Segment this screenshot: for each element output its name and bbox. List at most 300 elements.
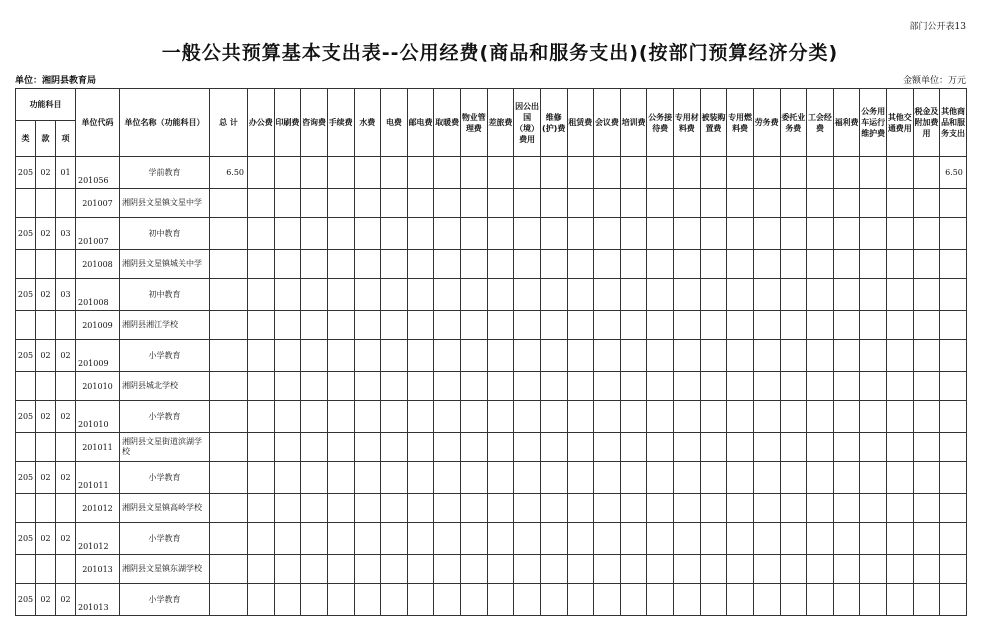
cell-category-value	[301, 311, 328, 340]
header-category-12: 租赁费	[567, 89, 594, 157]
cell-category-value	[407, 523, 434, 555]
cell-category-value	[327, 250, 354, 279]
cell-category-value	[381, 555, 408, 584]
cell-category-value	[248, 250, 275, 279]
cell-xiang: 02	[56, 462, 76, 494]
cell-category-value	[700, 555, 727, 584]
cell-category-value	[594, 311, 621, 340]
cell-unit-name: 初中教育	[120, 218, 210, 250]
cell-category-value	[540, 584, 567, 616]
cell-category-value	[620, 462, 647, 494]
cell-category-value	[727, 462, 754, 494]
cell-category-value	[647, 523, 674, 555]
cell-category-value	[461, 157, 488, 189]
table-row	[16, 157, 967, 189]
cell-category-value	[807, 340, 834, 372]
cell-category-value	[514, 372, 541, 401]
cell-lei	[16, 189, 36, 218]
table-row	[16, 340, 967, 372]
cell-total	[210, 189, 248, 218]
cell-category-value	[700, 340, 727, 372]
cell-category-value	[381, 218, 408, 250]
cell-category-value	[274, 433, 301, 462]
cell-category-value	[860, 584, 887, 616]
cell-category-value	[487, 433, 514, 462]
cell-category-value	[647, 157, 674, 189]
header-category-3: 手续费	[327, 89, 354, 157]
cell-unit-code: 201013	[76, 584, 120, 616]
cell-category-value	[780, 340, 807, 372]
cell-category-value	[248, 494, 275, 523]
header-category-17: 被装购置费	[700, 89, 727, 157]
cell-category-value	[354, 401, 381, 433]
cell-xiang	[56, 494, 76, 523]
cell-category-value	[727, 494, 754, 523]
cell-other-goods-services	[940, 372, 967, 401]
cell-category-value	[753, 401, 780, 433]
cell-unit-code: 201012	[76, 523, 120, 555]
cell-category-value	[913, 340, 940, 372]
cell-category-value	[913, 372, 940, 401]
cell-category-value	[434, 555, 461, 584]
cell-category-value	[514, 555, 541, 584]
cell-unit-name: 湘阴县文星街道滨湖学校	[120, 433, 210, 462]
header-category-24: 其他交通费用	[887, 89, 914, 157]
cell-category-value	[461, 433, 488, 462]
cell-category-value	[487, 555, 514, 584]
cell-category-value	[274, 401, 301, 433]
cell-category-value	[727, 157, 754, 189]
cell-lei: 205	[16, 523, 36, 555]
cell-category-value	[327, 433, 354, 462]
cell-unit-code: 201011	[76, 433, 120, 462]
cell-category-value	[647, 462, 674, 494]
cell-category-value	[647, 372, 674, 401]
cell-other-goods-services: 6.50	[940, 157, 967, 189]
cell-xiang	[56, 311, 76, 340]
cell-category-value	[381, 433, 408, 462]
cell-category-value	[274, 189, 301, 218]
cell-category-value	[434, 401, 461, 433]
header-category-8: 物业管理费	[461, 89, 488, 157]
cell-category-value	[727, 279, 754, 311]
cell-category-value	[913, 584, 940, 616]
cell-category-value	[514, 279, 541, 311]
cell-other-goods-services	[940, 555, 967, 584]
cell-category-value	[833, 555, 860, 584]
cell-category-value	[461, 340, 488, 372]
cell-category-value	[647, 250, 674, 279]
cell-category-value	[434, 250, 461, 279]
cell-total	[210, 584, 248, 616]
cell-category-value	[594, 218, 621, 250]
cell-category-value	[700, 157, 727, 189]
header-category-1: 印刷费	[274, 89, 301, 157]
cell-kuan: 02	[36, 157, 56, 189]
cell-other-goods-services	[940, 218, 967, 250]
cell-category-value	[700, 311, 727, 340]
cell-category-value	[381, 250, 408, 279]
cell-category-value	[807, 494, 834, 523]
header-kuan: 款	[36, 121, 56, 157]
cell-category-value	[647, 401, 674, 433]
cell-category-value	[780, 462, 807, 494]
header-category-6: 邮电费	[407, 89, 434, 157]
table-row	[16, 372, 967, 401]
cell-category-value	[807, 218, 834, 250]
cell-category-value	[887, 250, 914, 279]
cell-category-value	[540, 250, 567, 279]
cell-category-value	[487, 279, 514, 311]
cell-category-value	[833, 523, 860, 555]
cell-unit-name: 小学教育	[120, 340, 210, 372]
cell-lei: 205	[16, 218, 36, 250]
cell-category-value	[567, 250, 594, 279]
cell-category-value	[248, 433, 275, 462]
header-category-18: 专用燃料费	[727, 89, 754, 157]
cell-xiang	[56, 372, 76, 401]
cell-category-value	[248, 584, 275, 616]
cell-category-value	[381, 523, 408, 555]
cell-category-value	[354, 555, 381, 584]
cell-category-value	[913, 433, 940, 462]
cell-category-value	[780, 279, 807, 311]
cell-category-value	[620, 218, 647, 250]
cell-category-value	[700, 250, 727, 279]
cell-category-value	[461, 555, 488, 584]
cell-category-value	[274, 250, 301, 279]
table-row	[16, 311, 967, 340]
cell-kuan: 02	[36, 340, 56, 372]
cell-category-value	[381, 340, 408, 372]
cell-category-value	[780, 189, 807, 218]
report-table-number: 部门公开表13	[909, 22, 966, 32]
cell-category-value	[913, 157, 940, 189]
cell-category-value	[753, 372, 780, 401]
cell-category-value	[780, 218, 807, 250]
cell-category-value	[274, 279, 301, 311]
cell-category-value	[833, 250, 860, 279]
cell-category-value	[620, 250, 647, 279]
cell-category-value	[487, 250, 514, 279]
header-category-22: 福利费	[833, 89, 860, 157]
cell-category-value	[407, 555, 434, 584]
cell-unit-name: 小学教育	[120, 584, 210, 616]
table-row	[16, 555, 967, 584]
cell-total	[210, 311, 248, 340]
cell-category-value	[354, 372, 381, 401]
cell-category-value	[833, 189, 860, 218]
cell-category-value	[620, 494, 647, 523]
cell-kuan	[36, 494, 56, 523]
cell-category-value	[487, 157, 514, 189]
cell-category-value	[487, 189, 514, 218]
cell-other-goods-services	[940, 523, 967, 555]
cell-category-value	[407, 218, 434, 250]
cell-category-value	[594, 340, 621, 372]
cell-other-goods-services	[940, 401, 967, 433]
cell-category-value	[833, 340, 860, 372]
cell-category-value	[753, 340, 780, 372]
cell-category-value	[887, 189, 914, 218]
cell-category-value	[540, 279, 567, 311]
cell-category-value	[274, 555, 301, 584]
cell-unit-name: 学前教育	[120, 157, 210, 189]
cell-lei	[16, 311, 36, 340]
cell-category-value	[327, 279, 354, 311]
cell-category-value	[887, 340, 914, 372]
cell-category-value	[753, 462, 780, 494]
cell-category-value	[620, 340, 647, 372]
cell-category-value	[514, 340, 541, 372]
cell-category-value	[274, 218, 301, 250]
cell-category-value	[594, 523, 621, 555]
cell-category-value	[647, 555, 674, 584]
cell-category-value	[327, 401, 354, 433]
cell-category-value	[860, 157, 887, 189]
cell-category-value	[461, 523, 488, 555]
cell-category-value	[487, 494, 514, 523]
header-lei: 类	[16, 121, 36, 157]
cell-category-value	[248, 340, 275, 372]
cell-category-value	[780, 555, 807, 584]
cell-category-value	[674, 340, 701, 372]
cell-category-value	[381, 462, 408, 494]
cell-category-value	[381, 279, 408, 311]
cell-category-value	[461, 250, 488, 279]
cell-category-value	[727, 340, 754, 372]
cell-category-value	[354, 584, 381, 616]
cell-category-value	[301, 523, 328, 555]
header-xiang: 项	[56, 121, 76, 157]
cell-category-value	[620, 157, 647, 189]
cell-category-value	[753, 279, 780, 311]
cell-category-value	[700, 494, 727, 523]
cell-unit-name: 湘阴县城北学校	[120, 372, 210, 401]
cell-category-value	[620, 311, 647, 340]
cell-total	[210, 279, 248, 311]
cell-category-value	[860, 555, 887, 584]
cell-total	[210, 340, 248, 372]
cell-lei: 205	[16, 584, 36, 616]
cell-category-value	[700, 401, 727, 433]
cell-category-value	[301, 250, 328, 279]
cell-category-value	[407, 462, 434, 494]
cell-category-value	[540, 523, 567, 555]
cell-category-value	[381, 494, 408, 523]
cell-category-value	[567, 157, 594, 189]
cell-category-value	[807, 189, 834, 218]
cell-category-value	[514, 157, 541, 189]
cell-category-value	[567, 555, 594, 584]
cell-kuan	[36, 311, 56, 340]
header-category-14: 培训费	[620, 89, 647, 157]
cell-category-value	[594, 279, 621, 311]
cell-category-value	[354, 218, 381, 250]
cell-category-value	[274, 494, 301, 523]
cell-category-value	[700, 189, 727, 218]
cell-other-goods-services	[940, 494, 967, 523]
cell-category-value	[620, 523, 647, 555]
cell-category-value	[753, 494, 780, 523]
cell-category-value	[567, 189, 594, 218]
cell-category-value	[700, 279, 727, 311]
cell-category-value	[620, 372, 647, 401]
table-row	[16, 433, 967, 462]
header-category-4: 水费	[354, 89, 381, 157]
cell-category-value	[274, 372, 301, 401]
cell-category-value	[674, 311, 701, 340]
cell-category-value	[487, 372, 514, 401]
cell-unit-code: 201056	[76, 157, 120, 189]
cell-category-value	[540, 372, 567, 401]
header-func-subject: 功能科目	[16, 89, 76, 121]
cell-category-value	[248, 279, 275, 311]
cell-unit-code: 201011	[76, 462, 120, 494]
cell-category-value	[514, 250, 541, 279]
table-row	[16, 401, 967, 433]
header-category-10: 因公出国（境）费用	[514, 89, 541, 157]
cell-category-value	[674, 584, 701, 616]
cell-category-value	[327, 555, 354, 584]
cell-category-value	[540, 433, 567, 462]
cell-category-value	[248, 372, 275, 401]
cell-category-value	[301, 372, 328, 401]
header-unit-name: 单位名称（功能科目）	[120, 89, 210, 157]
cell-category-value	[860, 218, 887, 250]
cell-category-value	[354, 279, 381, 311]
cell-unit-code: 201009	[76, 311, 120, 340]
cell-category-value	[461, 584, 488, 616]
cell-category-value	[833, 584, 860, 616]
cell-kuan: 02	[36, 523, 56, 555]
cell-category-value	[887, 372, 914, 401]
table-row	[16, 462, 967, 494]
cell-unit-name: 初中教育	[120, 279, 210, 311]
cell-category-value	[833, 494, 860, 523]
cell-category-value	[727, 189, 754, 218]
cell-xiang: 02	[56, 340, 76, 372]
cell-category-value	[461, 311, 488, 340]
cell-unit-code: 201009	[76, 340, 120, 372]
cell-xiang: 03	[56, 218, 76, 250]
cell-category-value	[727, 584, 754, 616]
cell-category-value	[461, 372, 488, 401]
table-row	[16, 494, 967, 523]
cell-category-value	[540, 494, 567, 523]
header-category-26: 其他商品和服务支出	[940, 89, 967, 157]
cell-category-value	[780, 401, 807, 433]
cell-category-value	[727, 218, 754, 250]
cell-category-value	[327, 311, 354, 340]
cell-category-value	[860, 189, 887, 218]
cell-total	[210, 462, 248, 494]
cell-category-value	[807, 401, 834, 433]
cell-category-value	[567, 523, 594, 555]
cell-category-value	[727, 250, 754, 279]
cell-category-value	[674, 433, 701, 462]
cell-category-value	[301, 157, 328, 189]
cell-category-value	[567, 218, 594, 250]
table-row	[16, 218, 967, 250]
cell-category-value	[913, 494, 940, 523]
cell-total	[210, 401, 248, 433]
cell-category-value	[567, 279, 594, 311]
cell-category-value	[540, 189, 567, 218]
cell-category-value	[753, 523, 780, 555]
cell-category-value	[807, 157, 834, 189]
cell-category-value	[327, 218, 354, 250]
cell-category-value	[913, 555, 940, 584]
cell-unit-code: 201008	[76, 279, 120, 311]
cell-category-value	[248, 401, 275, 433]
cell-category-value	[540, 218, 567, 250]
cell-category-value	[807, 462, 834, 494]
cell-category-value	[674, 279, 701, 311]
cell-category-value	[487, 462, 514, 494]
cell-kuan	[36, 555, 56, 584]
header-category-7: 取暖费	[434, 89, 461, 157]
cell-category-value	[381, 189, 408, 218]
cell-category-value	[833, 462, 860, 494]
cell-category-value	[753, 433, 780, 462]
cell-category-value	[327, 462, 354, 494]
cell-category-value	[248, 218, 275, 250]
header-category-13: 会议费	[594, 89, 621, 157]
cell-category-value	[780, 433, 807, 462]
cell-kuan	[36, 250, 56, 279]
cell-xiang	[56, 250, 76, 279]
cell-category-value	[487, 523, 514, 555]
unit-label: 单位：湘阴县教育局	[15, 76, 97, 86]
cell-category-value	[434, 157, 461, 189]
cell-category-value	[780, 494, 807, 523]
cell-lei: 205	[16, 462, 36, 494]
budget-table	[15, 88, 967, 616]
cell-category-value	[434, 189, 461, 218]
cell-category-value	[567, 494, 594, 523]
cell-category-value	[833, 433, 860, 462]
cell-category-value	[381, 372, 408, 401]
cell-category-value	[434, 462, 461, 494]
header-category-11: 维修(护)费	[540, 89, 567, 157]
cell-category-value	[567, 433, 594, 462]
cell-category-value	[407, 189, 434, 218]
cell-kuan: 02	[36, 218, 56, 250]
cell-category-value	[514, 311, 541, 340]
table-row	[16, 189, 967, 218]
cell-category-value	[540, 401, 567, 433]
cell-category-value	[700, 372, 727, 401]
cell-category-value	[807, 279, 834, 311]
cell-category-value	[327, 523, 354, 555]
cell-category-value	[327, 372, 354, 401]
cell-category-value	[594, 584, 621, 616]
cell-unit-code: 201010	[76, 401, 120, 433]
cell-xiang	[56, 433, 76, 462]
cell-category-value	[913, 401, 940, 433]
cell-category-value	[860, 433, 887, 462]
cell-category-value	[461, 218, 488, 250]
cell-total	[210, 523, 248, 555]
cell-category-value	[780, 584, 807, 616]
header-category-25: 税金及附加费用	[913, 89, 940, 157]
cell-kuan: 02	[36, 401, 56, 433]
cell-category-value	[860, 340, 887, 372]
cell-category-value	[381, 157, 408, 189]
cell-category-value	[647, 279, 674, 311]
cell-category-value	[833, 157, 860, 189]
